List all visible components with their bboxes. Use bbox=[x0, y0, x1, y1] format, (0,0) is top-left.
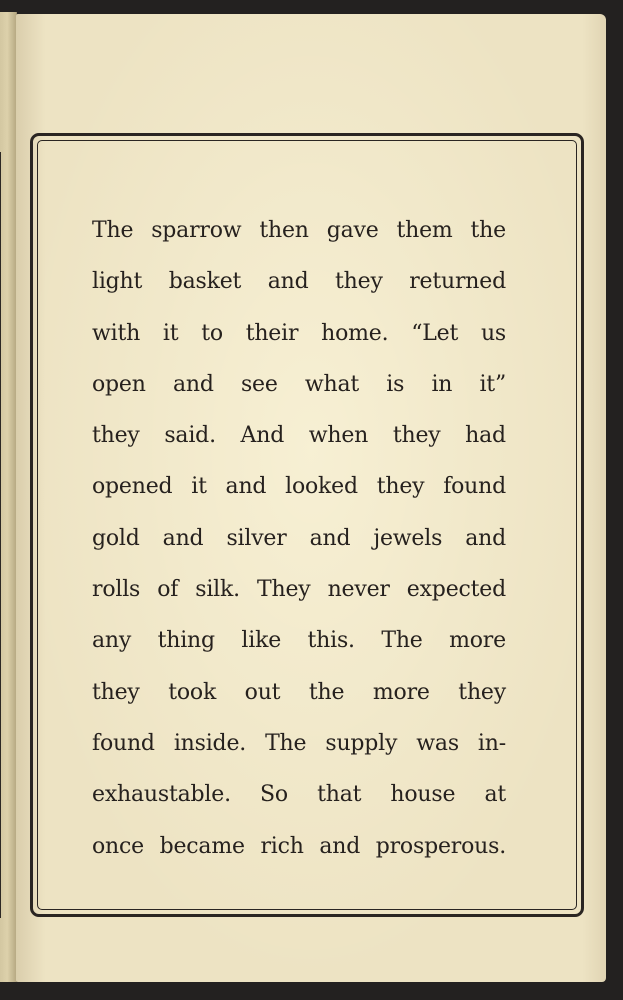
text-line-13 bbox=[92, 821, 506, 872]
word: silk. bbox=[195, 577, 240, 603]
word: any bbox=[92, 628, 132, 654]
word: gold bbox=[92, 525, 140, 551]
word: like bbox=[241, 628, 282, 654]
word: They bbox=[257, 577, 311, 603]
word: us bbox=[480, 320, 506, 346]
word: The bbox=[381, 628, 423, 654]
word: looked bbox=[285, 474, 358, 500]
word: more bbox=[372, 679, 430, 705]
word: silver bbox=[226, 525, 287, 551]
word: and bbox=[309, 525, 351, 551]
word: and bbox=[465, 525, 506, 551]
text-line-9 bbox=[92, 615, 506, 666]
word: inside. bbox=[173, 730, 247, 756]
text-line-7 bbox=[92, 513, 506, 564]
word: rolls bbox=[92, 577, 141, 603]
text-line-3 bbox=[92, 308, 506, 359]
word: out bbox=[244, 679, 281, 705]
word: when bbox=[308, 423, 369, 449]
left-page-edge bbox=[0, 12, 17, 982]
text-line-4 bbox=[92, 359, 506, 410]
word: and bbox=[225, 474, 267, 500]
word: of bbox=[157, 577, 179, 603]
word: gave bbox=[326, 218, 379, 243]
word: their bbox=[245, 320, 299, 346]
word: and bbox=[172, 371, 214, 397]
word: at bbox=[484, 782, 506, 808]
word: to bbox=[201, 320, 223, 346]
word: in- bbox=[477, 730, 506, 756]
word: found bbox=[443, 474, 506, 500]
word: house bbox=[390, 782, 456, 808]
word: The bbox=[92, 218, 134, 243]
text-line-8 bbox=[92, 564, 506, 615]
text-line-6 bbox=[92, 461, 506, 512]
word: basket bbox=[168, 269, 242, 295]
word: supply bbox=[325, 730, 398, 756]
word: took bbox=[168, 679, 217, 705]
word: never bbox=[327, 577, 390, 603]
word: The bbox=[265, 730, 307, 756]
word: said. bbox=[164, 423, 216, 449]
word: found bbox=[92, 730, 155, 756]
word: they bbox=[92, 423, 140, 449]
word: returned bbox=[409, 269, 506, 295]
story-text bbox=[92, 205, 506, 872]
word: they bbox=[458, 679, 506, 705]
word: thing bbox=[157, 628, 215, 654]
word: them bbox=[396, 218, 453, 243]
word: rich bbox=[260, 833, 304, 859]
word: had bbox=[465, 423, 506, 449]
left-page-frame bbox=[0, 152, 1, 918]
book-page bbox=[16, 14, 606, 982]
word: it bbox=[162, 320, 179, 346]
word: they bbox=[335, 269, 383, 295]
word: sparrow bbox=[151, 218, 242, 243]
word: they bbox=[92, 679, 140, 705]
word: and bbox=[162, 525, 204, 551]
word: And bbox=[240, 423, 285, 449]
word: jewels bbox=[373, 525, 443, 551]
word: see bbox=[240, 371, 278, 397]
word: then bbox=[259, 218, 309, 243]
word: “Let bbox=[411, 320, 459, 346]
text-line-1 bbox=[92, 205, 506, 256]
word: that bbox=[317, 782, 362, 808]
text-line-5 bbox=[92, 410, 506, 461]
word: light bbox=[92, 269, 143, 295]
word: once bbox=[92, 833, 144, 859]
word: it” bbox=[479, 371, 506, 397]
word: it bbox=[191, 474, 207, 500]
word: this. bbox=[307, 628, 355, 654]
word: they bbox=[392, 423, 441, 449]
word: was bbox=[416, 730, 459, 756]
word: opened bbox=[92, 474, 173, 500]
word: is bbox=[386, 371, 405, 397]
word: prosperous. bbox=[375, 833, 506, 859]
word: became bbox=[159, 833, 245, 859]
text-line-10 bbox=[92, 667, 506, 718]
text-line-11 bbox=[92, 718, 506, 769]
word: in bbox=[431, 371, 453, 397]
word: what bbox=[304, 371, 360, 397]
word: So bbox=[260, 782, 288, 808]
word: open bbox=[92, 371, 146, 397]
word: the bbox=[308, 679, 345, 705]
word: and bbox=[267, 269, 309, 295]
word: exhaustable. bbox=[92, 782, 231, 808]
word: home. bbox=[321, 320, 389, 346]
text-line-12 bbox=[92, 769, 506, 820]
word: and bbox=[319, 833, 361, 859]
word: with bbox=[92, 320, 141, 346]
word: they bbox=[376, 474, 425, 500]
word: expected bbox=[406, 577, 506, 603]
text-line-2 bbox=[92, 256, 506, 307]
word: more bbox=[449, 628, 506, 654]
word: the bbox=[470, 218, 506, 243]
